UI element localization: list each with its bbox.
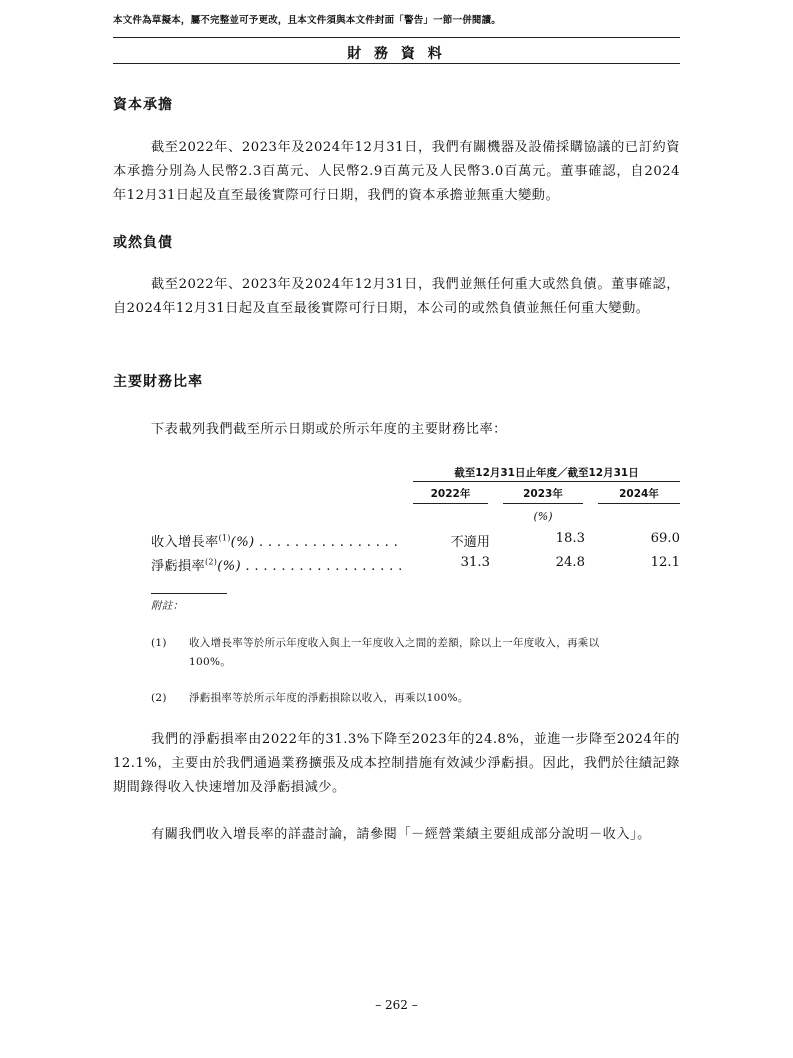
note-text-continued: 100%。 [189,656,232,668]
note-text: 淨虧損率等於所示年度的淨虧損除以收入，再乘以100%。 [189,692,469,704]
note-number: (2) [151,692,167,704]
table-row-label: 收入增長率$^{(1)}$(%) . . . . . . . . . . . . . . . . [151,533,399,550]
revenue-growth-reference-paragraph: 有關我們收入增長率的詳盡討論，請參閱「－經營業績主要組成部分說明－收入」。 [151,827,651,842]
table-col-2024: 2024年 [619,488,659,500]
table-group-rule [413,481,680,482]
table-row-label: 淨虧損率$^{(2)}$(%) . . . . . . . . . . . . . . . . . . [151,557,403,574]
draft-warning: 本文件為草擬本，屬不完整並可予更改，且本文件須與本文件封面「警告」一節一併閱讀。 [113,15,502,26]
section-header: 財 務 資 料 [347,46,446,62]
table-cell: 69.0 [650,531,680,546]
table-col-2022: 2022年 [430,488,471,500]
table-col-rule-2023 [503,503,583,504]
capital-commitments-heading: 資本承擔 [113,97,173,113]
table-cell: 不適用 [450,535,490,550]
net-loss-paragraph: 我們的淨虧損率由2022年的31.3%下降至2023年的24.8%，並進一步降至2024年的12.1%，主要由於我們通過業務擴張及成本控制措施有效減少淨虧損。因此，我們於往績記錄期間錄得收入快速增加及淨虧損減少。 [113,732,680,795]
notes-label: 附註： [151,600,184,612]
key-ratios-heading: 主要財務比率 [113,374,203,390]
contingent-liabilities-paragraph: 截至2022年、2023年及2024年12月31日，我們並無任何重大或然負債。董事確認，自2024年12月31日起及直至最後實際可行日期，本公司的或然負債並無任何重大變動。 [113,277,680,316]
table-col-rule-2022 [413,503,488,504]
table-unit: (%) [533,510,553,523]
table-col-rule-2024 [598,503,680,504]
header-rule-top [113,37,680,38]
note-number: (1) [151,637,167,649]
page-number: – 262 – [375,998,418,1012]
table-cell: 24.8 [555,555,585,570]
table-cell: 12.1 [650,555,680,570]
contingent-liabilities-heading: 或然負債 [113,235,173,251]
notes-rule [151,593,227,594]
table-cell: 31.3 [460,555,490,570]
table-cell: 18.3 [555,531,585,546]
capital-commitments-paragraph: 截至2022年、2023年及2024年12月31日，我們有關機器及設備採購協議的已訂約資本承擔分別為人民幣2.3百萬元、人民幣2.9百萬元及人民幣3.0百萬元。董事確認，自2024年12月31日起及直至最後實際可行日期，我們的資本承擔並無重大變動。 [113,140,680,203]
table-group-header: 截至12月31日止年度／截至12月31日 [454,467,639,479]
key-ratios-intro: 下表載列我們截至所示日期或於所示年度的主要財務比率： [151,422,507,437]
header-rule-bottom [113,63,680,64]
note-text: 收入增長率等於所示年度收入與上一年度收入之間的差額，除以上一年度收入，再乘以 [189,637,600,649]
table-col-2023: 2023年 [523,488,563,500]
